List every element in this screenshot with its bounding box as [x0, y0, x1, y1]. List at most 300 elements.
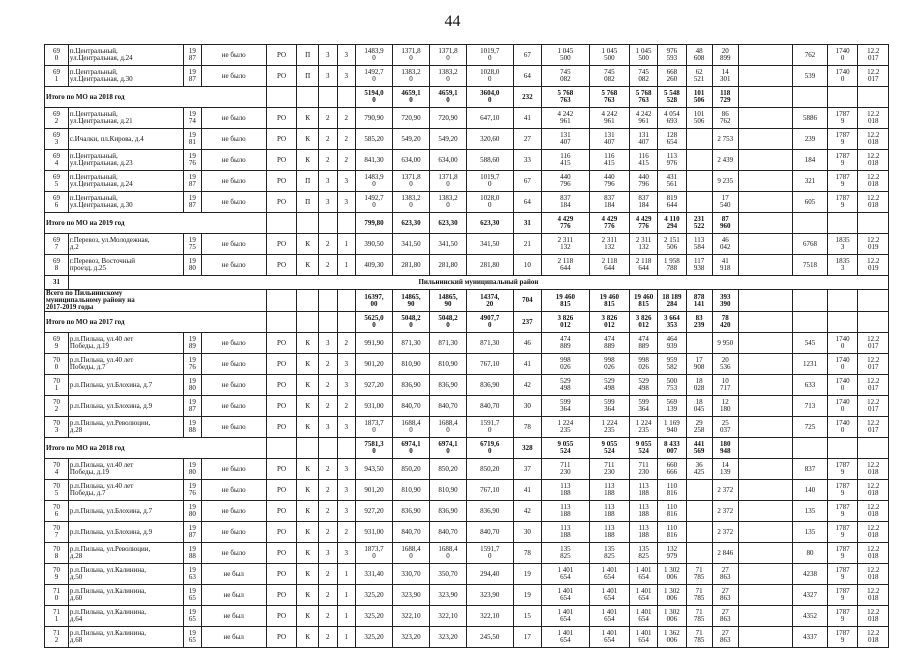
- table-cell: 14865, 90: [429, 290, 466, 312]
- table-row: [45, 255, 889, 276]
- table-cell: 135 825: [541, 543, 589, 564]
- table-cell: 29 258: [686, 417, 712, 438]
- table-cell: 931,00: [356, 396, 393, 417]
- subtotal-label: Всего по Пильнинскому муниципальному району на 2017-2019 годы: [45, 290, 267, 312]
- table-cell: 78: [513, 543, 541, 564]
- table-cell: 441 569: [686, 438, 712, 459]
- table-cell: 810,90: [392, 354, 429, 375]
- table-cell: не был: [201, 564, 266, 585]
- table-cell: 140: [793, 480, 828, 501]
- table-cell: 1740 0: [827, 66, 857, 87]
- table-cell: К: [297, 522, 319, 543]
- table-cell: 474 889: [589, 333, 629, 354]
- table-cell: 837: [793, 459, 828, 480]
- table-cell: 12.2 018: [858, 192, 889, 213]
- empty-cell: [337, 290, 355, 312]
- table-cell: 12.2 017: [858, 375, 889, 396]
- table-cell: 810,90: [429, 480, 466, 501]
- table-cell: 12.2 018: [858, 171, 889, 192]
- table-cell: 3: [319, 45, 337, 66]
- table-cell: 393 390: [712, 290, 738, 312]
- table-cell: 5 768 763: [541, 87, 589, 108]
- table-cell: 135: [793, 501, 828, 522]
- table-cell: [738, 606, 792, 627]
- table-cell: 549,20: [429, 129, 466, 150]
- subtotal-row: [45, 87, 889, 108]
- table-cell: 12.2 017: [858, 45, 889, 66]
- table-cell: 2: [337, 108, 355, 129]
- table-cell: 2 118 644: [541, 255, 589, 276]
- table-cell: 704: [513, 290, 541, 312]
- table-cell: 67: [513, 171, 541, 192]
- table-cell: 976 593: [658, 45, 686, 66]
- table-cell: 549,20: [392, 129, 429, 150]
- table-cell: 19 74: [184, 108, 201, 129]
- table-cell: 70 5: [45, 480, 69, 501]
- table-cell: 3: [337, 417, 355, 438]
- table-cell: 588,60: [466, 150, 513, 171]
- table-cell: 1787 9: [827, 192, 857, 213]
- empty-cell: [297, 438, 319, 459]
- table-row: [45, 417, 889, 438]
- table-row: [45, 522, 889, 543]
- table-cell: 927,20: [356, 501, 393, 522]
- table-cell: К: [297, 564, 319, 585]
- table-cell: 529 498: [589, 375, 629, 396]
- table-cell: 7581,3 0: [356, 438, 393, 459]
- table-cell: 1688,4 0: [429, 543, 466, 564]
- table-cell: 19 87: [184, 66, 201, 87]
- table-cell: 1 401 654: [541, 564, 589, 585]
- table-cell: 1 224 235: [630, 417, 658, 438]
- table-row: [45, 480, 889, 501]
- table-cell: 1028,0 0: [466, 66, 513, 87]
- table-cell: 840,70: [429, 522, 466, 543]
- table-cell: 1 302 006: [658, 606, 686, 627]
- subtotal-row: [45, 213, 889, 234]
- table-cell: 599 364: [630, 396, 658, 417]
- table-cell: 322,10: [466, 606, 513, 627]
- table-cell: РО: [266, 66, 296, 87]
- table-cell: 12 180: [712, 396, 738, 417]
- table-cell: 2: [319, 606, 337, 627]
- table-cell: [686, 171, 712, 192]
- table-cell: 14 139: [712, 459, 738, 480]
- table-cell: 1835 3: [827, 255, 857, 276]
- table-cell: 959 582: [658, 354, 686, 375]
- table-cell: 711 230: [630, 459, 658, 480]
- table-cell: 128 654: [658, 129, 686, 150]
- table-cell: 1591,7 0: [466, 417, 513, 438]
- table-cell: 1371,8 0: [429, 45, 466, 66]
- table-cell: 1: [337, 627, 355, 648]
- table-cell: 86 762: [712, 108, 738, 129]
- table-cell: 840,70: [392, 396, 429, 417]
- table-cell: не было: [201, 375, 266, 396]
- table-cell: 71 785: [686, 585, 712, 606]
- table-cell: 19 80: [184, 255, 201, 276]
- table-cell: [686, 333, 712, 354]
- table-cell: 325,20: [356, 585, 393, 606]
- table-cell: 1740 0: [827, 396, 857, 417]
- table-cell: 14374, 20: [466, 290, 513, 312]
- table-cell: 69 7: [45, 234, 69, 255]
- table-cell: 19 65: [184, 627, 201, 648]
- table-cell: 2 372: [712, 480, 738, 501]
- table-cell: 9 235: [712, 171, 738, 192]
- table-cell: 634,00: [392, 150, 429, 171]
- table-cell: 113 188: [630, 522, 658, 543]
- table-cell: 19 65: [184, 606, 201, 627]
- table-cell: 725: [793, 417, 828, 438]
- table-cell: 113 188: [589, 501, 629, 522]
- table-cell: не был: [201, 606, 266, 627]
- table-cell: 101 506: [686, 87, 712, 108]
- table-cell: 711 230: [541, 459, 589, 480]
- table-cell: 1787 9: [827, 585, 857, 606]
- empty-cell: [738, 290, 792, 312]
- table-cell: 12.2 018: [858, 543, 889, 564]
- table-cell: [738, 522, 792, 543]
- table-cell: 668 260: [658, 66, 686, 87]
- housing-register-table: [44, 44, 889, 648]
- table-cell: 9 055 524: [589, 438, 629, 459]
- table-cell: не было: [201, 234, 266, 255]
- table-cell: 464 939: [658, 333, 686, 354]
- table-cell: 118 729: [712, 87, 738, 108]
- table-cell: 409,30: [356, 255, 393, 276]
- table-cell: К: [297, 459, 319, 480]
- table-cell: 321: [793, 171, 828, 192]
- address-cell: р.п.Пильна, ул.40 лет Победы, д.19: [68, 459, 183, 480]
- table-cell: 323,90: [392, 585, 429, 606]
- table-cell: 3: [337, 543, 355, 564]
- table-cell: 1740 0: [827, 45, 857, 66]
- table-cell: 69 2: [45, 108, 69, 129]
- table-cell: 132 979: [658, 543, 686, 564]
- table-cell: 767,10: [466, 354, 513, 375]
- table-cell: 2 372: [712, 522, 738, 543]
- table-cell: 78: [513, 417, 541, 438]
- table-cell: 819 644: [658, 192, 686, 213]
- table-cell: 2 439: [712, 150, 738, 171]
- table-cell: 71 785: [686, 627, 712, 648]
- table-cell: 1019,7 0: [466, 45, 513, 66]
- table-cell: 1 401 654: [541, 627, 589, 648]
- empty-cell: [738, 87, 792, 108]
- table-cell: 6974,1 0: [429, 438, 466, 459]
- table-cell: РО: [266, 108, 296, 129]
- table-cell: К: [297, 543, 319, 564]
- table-cell: 20 899: [712, 45, 738, 66]
- table-cell: 3: [319, 417, 337, 438]
- table-cell: 12.2 017: [858, 333, 889, 354]
- table-cell: 440 796: [630, 171, 658, 192]
- empty-cell: [319, 213, 337, 234]
- table-cell: К: [297, 108, 319, 129]
- table-cell: 70 0: [45, 354, 69, 375]
- empty-cell: [266, 213, 296, 234]
- table-cell: 5048,2 0: [392, 312, 429, 333]
- table-cell: 2: [319, 564, 337, 585]
- empty-cell: [858, 213, 889, 234]
- table-cell: 70 8: [45, 543, 69, 564]
- section-row: [45, 276, 889, 290]
- table-cell: 231 522: [686, 213, 712, 234]
- table-cell: 71 2: [45, 627, 69, 648]
- table-cell: 41: [513, 354, 541, 375]
- table-row: [45, 501, 889, 522]
- table-cell: 42: [513, 375, 541, 396]
- table-cell: 135 825: [589, 543, 629, 564]
- table-cell: 1 302 006: [658, 564, 686, 585]
- table-cell: 2: [319, 585, 337, 606]
- table-cell: 850,20: [466, 459, 513, 480]
- table-cell: 998 026: [541, 354, 589, 375]
- table-cell: 539: [793, 66, 828, 87]
- table-cell: 720,90: [392, 108, 429, 129]
- table-cell: 48 608: [686, 45, 712, 66]
- table-cell: 113 976: [658, 150, 686, 171]
- table-cell: 2: [319, 501, 337, 522]
- table-row: [45, 564, 889, 585]
- table-cell: 1: [337, 606, 355, 627]
- subtotal-row: [45, 438, 889, 459]
- table-cell: 1 302 006: [658, 585, 686, 606]
- table-cell: 605: [793, 192, 828, 213]
- table-cell: 325,20: [356, 627, 393, 648]
- table-cell: 19 87: [184, 171, 201, 192]
- address-cell: р.п.Пильна, ул.Блохина, д.7: [68, 501, 183, 522]
- table-cell: 69 3: [45, 129, 69, 150]
- table-cell: 3: [319, 171, 337, 192]
- table-cell: 799,80: [356, 213, 393, 234]
- table-cell: РО: [266, 627, 296, 648]
- table-cell: 1 045 500: [630, 45, 658, 66]
- table-cell: не было: [201, 417, 266, 438]
- table-row: [45, 171, 889, 192]
- table-cell: [738, 255, 792, 276]
- table-cell: 1688,4 0: [429, 417, 466, 438]
- table-cell: 19 87: [184, 45, 201, 66]
- address-cell: п.Центральный, ул.Центральная, д.24: [68, 171, 183, 192]
- table-cell: не был: [201, 585, 266, 606]
- table-cell: 1787 9: [827, 543, 857, 564]
- table-cell: 2 311 132: [541, 234, 589, 255]
- table-cell: 2 311 132: [589, 234, 629, 255]
- table-cell: 901,20: [356, 354, 393, 375]
- table-cell: 1835 3: [827, 234, 857, 255]
- table-cell: РО: [266, 171, 296, 192]
- table-cell: 113 188: [589, 522, 629, 543]
- table-cell: 1787 9: [827, 150, 857, 171]
- table-cell: 1787 9: [827, 501, 857, 522]
- table-cell: 4907,7 0: [466, 312, 513, 333]
- table-cell: [686, 480, 712, 501]
- table-cell: РО: [266, 396, 296, 417]
- table-cell: 871,30: [392, 333, 429, 354]
- table-cell: 836,90: [392, 375, 429, 396]
- table-cell: не было: [201, 150, 266, 171]
- table-cell: 78 420: [712, 312, 738, 333]
- table-cell: 1 958 788: [658, 255, 686, 276]
- table-cell: 943,50: [356, 459, 393, 480]
- empty-cell: [266, 87, 296, 108]
- table-cell: 323,90: [466, 585, 513, 606]
- table-cell: 237: [513, 312, 541, 333]
- empty-cell: [319, 438, 337, 459]
- table-cell: 623,30: [429, 213, 466, 234]
- table-cell: 837 184: [630, 192, 658, 213]
- table-cell: 500 753: [658, 375, 686, 396]
- table-cell: не был: [201, 627, 266, 648]
- table-cell: не было: [201, 354, 266, 375]
- table-cell: [738, 66, 792, 87]
- table-cell: 113 584: [686, 234, 712, 255]
- table-cell: 4337: [793, 627, 828, 648]
- table-cell: 71 785: [686, 564, 712, 585]
- address-cell: р.п.Пильна, ул.Революции, д.28: [68, 417, 183, 438]
- table-cell: 27 863: [712, 606, 738, 627]
- address-cell: р.п.Пильна, ул.40 лет Победы, д.19: [68, 333, 183, 354]
- table-cell: 713: [793, 396, 828, 417]
- table-cell: 113 188: [541, 522, 589, 543]
- empty-cell: [266, 438, 296, 459]
- table-cell: 69 5: [45, 171, 69, 192]
- subtotal-label: Итого по МО на 2018 год: [45, 87, 267, 108]
- table-cell: 245,50: [466, 627, 513, 648]
- table-cell: 7518: [793, 255, 828, 276]
- table-cell: 350,70: [429, 564, 466, 585]
- table-cell: К: [297, 129, 319, 150]
- table-cell: не было: [201, 255, 266, 276]
- table-cell: 3: [319, 66, 337, 87]
- table-cell: 1383,2 0: [392, 192, 429, 213]
- table-cell: 3 826 012: [541, 312, 589, 333]
- table-cell: 87 960: [712, 213, 738, 234]
- address-cell: п.Центральный, ул.Центральная, д.30: [68, 66, 183, 87]
- table-cell: 745 082: [589, 66, 629, 87]
- table-cell: РО: [266, 459, 296, 480]
- table-cell: 281,80: [392, 255, 429, 276]
- table-cell: [686, 192, 712, 213]
- table-cell: 390,50: [356, 234, 393, 255]
- table-cell: 4 242 961: [630, 108, 658, 129]
- table-row: [45, 129, 889, 150]
- table-cell: 901,20: [356, 480, 393, 501]
- table-cell: 70 7: [45, 522, 69, 543]
- table-cell: 19 65: [184, 585, 201, 606]
- table-cell: 25 037: [712, 417, 738, 438]
- empty-cell: [337, 312, 355, 333]
- table-cell: 69 0: [45, 45, 69, 66]
- table-cell: К: [297, 606, 319, 627]
- table-cell: 117 938: [686, 255, 712, 276]
- section-title: Пильнинский муниципальный район: [68, 276, 888, 290]
- table-cell: 101 506: [686, 108, 712, 129]
- table-cell: 1492,7 0: [356, 66, 393, 87]
- table-cell: 4 429 776: [589, 213, 629, 234]
- table-cell: 31: [513, 213, 541, 234]
- table-cell: 1740 0: [827, 417, 857, 438]
- table-cell: РО: [266, 234, 296, 255]
- table-cell: 27 863: [712, 627, 738, 648]
- subtotal-label: Итого по МО на 2017 год: [45, 312, 267, 333]
- table-cell: РО: [266, 480, 296, 501]
- table-cell: 3: [337, 501, 355, 522]
- table-cell: 790,90: [356, 108, 393, 129]
- table-row: [45, 192, 889, 213]
- table-cell: 64: [513, 66, 541, 87]
- table-cell: 2 118 644: [630, 255, 658, 276]
- table-cell: 1787 9: [827, 606, 857, 627]
- table-cell: 70 2: [45, 396, 69, 417]
- table-cell: 5048,2 0: [429, 312, 466, 333]
- table-cell: РО: [266, 45, 296, 66]
- table-cell: 931,00: [356, 522, 393, 543]
- table-cell: не было: [201, 501, 266, 522]
- table-cell: 70 9: [45, 564, 69, 585]
- table-cell: 46 042: [712, 234, 738, 255]
- table-cell: [738, 543, 792, 564]
- table-cell: 1740 0: [827, 333, 857, 354]
- table-cell: 12.2 018: [858, 627, 889, 648]
- table-cell: 1688,4 0: [392, 417, 429, 438]
- table-cell: 41: [513, 480, 541, 501]
- table-cell: 12.2 017: [858, 66, 889, 87]
- table-cell: 27 863: [712, 585, 738, 606]
- table-cell: 1787 9: [827, 480, 857, 501]
- table-cell: [738, 333, 792, 354]
- table-cell: 762: [793, 45, 828, 66]
- table-cell: 840,70: [466, 396, 513, 417]
- table-cell: 113 188: [630, 501, 658, 522]
- table-cell: 37: [513, 459, 541, 480]
- table-cell: 1 401 654: [541, 606, 589, 627]
- table-cell: 5194,0 0: [356, 87, 393, 108]
- table-cell: 1787 9: [827, 129, 857, 150]
- table-cell: 2: [319, 522, 337, 543]
- table-cell: 69 9: [45, 333, 69, 354]
- table-row: [45, 396, 889, 417]
- table-cell: 2: [337, 522, 355, 543]
- table-cell: 184: [793, 150, 828, 171]
- table-cell: 325,20: [356, 606, 393, 627]
- table-cell: 131 407: [541, 129, 589, 150]
- table-cell: 711 230: [589, 459, 629, 480]
- table-cell: 2: [319, 396, 337, 417]
- table-cell: К: [297, 501, 319, 522]
- empty-cell: [793, 290, 828, 312]
- table-cell: [686, 150, 712, 171]
- table-cell: 294,40: [466, 564, 513, 585]
- table-cell: 3: [337, 459, 355, 480]
- table-cell: К: [297, 333, 319, 354]
- table-cell: 3: [337, 375, 355, 396]
- table-cell: 19 87: [184, 396, 201, 417]
- table-cell: 840,70: [466, 522, 513, 543]
- empty-cell: [337, 438, 355, 459]
- table-cell: 69 1: [45, 66, 69, 87]
- empty-cell: [827, 312, 857, 333]
- table-cell: 19 88: [184, 543, 201, 564]
- table-cell: 70 1: [45, 375, 69, 396]
- table-cell: 1383,2 0: [429, 192, 466, 213]
- empty-cell: [319, 290, 337, 312]
- table-cell: 623,30: [466, 213, 513, 234]
- table-cell: 529 498: [541, 375, 589, 396]
- table-cell: 1371,8 0: [429, 171, 466, 192]
